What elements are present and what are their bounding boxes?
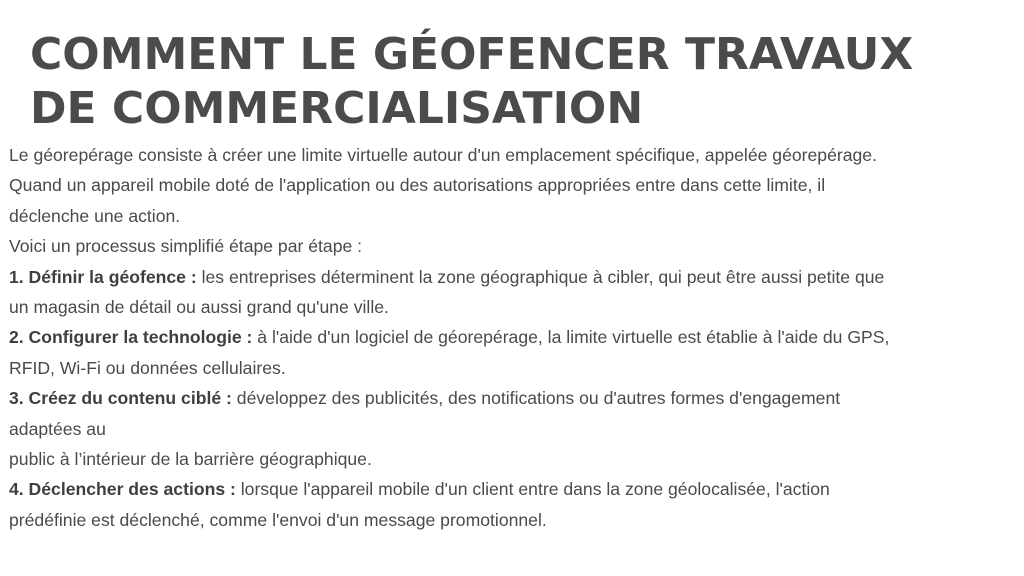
intro-line-4: Voici un processus simplifié étape par étape : bbox=[9, 236, 363, 257]
step-1-line-1 bbox=[9, 262, 1019, 292]
step-1-line-2: un magasin de détail ou aussi grand qu'une ville. bbox=[9, 296, 389, 317]
page-title bbox=[30, 28, 1010, 136]
step-3-line-1 bbox=[9, 383, 1019, 413]
step-4-line-1 bbox=[9, 474, 1019, 504]
step-4-line-2: prédéfinie est déclenché, comme l'envoi d'un message promotionnel. bbox=[9, 509, 547, 530]
step-3-text: développez des publicités, des notifications ou d'autres formes d'engagement bbox=[231, 388, 841, 409]
step-4-text: lorsque l'appareil mobile d'un client entre dans la zone géolocalisée, l'action bbox=[235, 479, 830, 500]
step-2-line-1 bbox=[9, 322, 1019, 352]
step-3-line-2: adaptées au bbox=[9, 418, 106, 439]
step-2-label: 2. Configurer la technologie : bbox=[9, 327, 253, 348]
title-line-1: COMMENT LE GÉOFENCER TRAVAUX bbox=[30, 29, 914, 80]
intro-line-2: Quand un appareil mobile doté de l'application ou des autorisations appropriées entre dans cette limite, il bbox=[9, 175, 826, 196]
step-3-label: 3. Créez du contenu ciblé : bbox=[9, 388, 232, 409]
intro-line-3: déclenche une action. bbox=[9, 205, 181, 226]
step-4-label: 4. Déclencher des actions : bbox=[9, 479, 236, 500]
step-1-text: les entreprises déterminent la zone géographique à cibler, qui peut être aussi petite que bbox=[196, 266, 885, 287]
title-line-2: DE COMMERCIALISATION bbox=[30, 83, 644, 134]
step-3-line-3: public à l’intérieur de la barrière géographique. bbox=[9, 448, 372, 469]
step-2-text: à l'aide d'un logiciel de géorepérage, la limite virtuelle est établie à l'aide du GPS, bbox=[252, 327, 890, 348]
body-text bbox=[9, 140, 1019, 535]
intro-line-1: Le géorepérage consiste à créer une limite virtuelle autour d'un emplacement spécifique, appelée géorepérage. bbox=[9, 145, 877, 165]
step-2-line-2: RFID, Wi-Fi ou données cellulaires. bbox=[9, 357, 286, 378]
step-1-label: 1. Définir la géofence : bbox=[9, 266, 197, 287]
